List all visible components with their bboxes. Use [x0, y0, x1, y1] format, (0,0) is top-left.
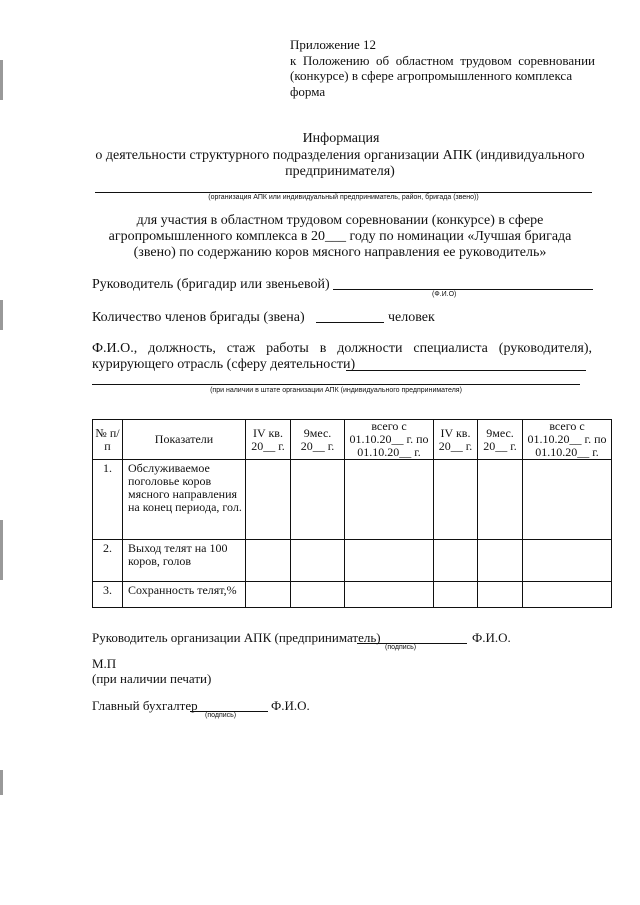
header-q4-a: IV кв. 20__ г. — [246, 420, 291, 460]
header-num: № п/п — [93, 420, 123, 460]
organization-caption: (организация АПК или индивидуальный предприниматель, район, бригада (звено)) — [208, 194, 479, 201]
appendix-form-label: форма — [290, 84, 326, 99]
members-label: Количество членов бригады (звена) — [92, 310, 305, 325]
appendix-line-2: к Положению об областном трудовом соревновании — [290, 53, 595, 68]
accountant-fio: Ф.И.О. — [271, 698, 310, 713]
table-row — [93, 540, 612, 582]
table-cell[interactable] — [523, 540, 612, 582]
scan-edge-mark — [0, 520, 3, 580]
specialist-caption: (при наличии в штате организации АПК (индивидуального предпринимателя) — [210, 387, 462, 394]
table-cell[interactable] — [345, 582, 434, 608]
header-9m-b: 9мес. 20__ г. — [478, 420, 523, 460]
table-cell[interactable] — [523, 582, 612, 608]
scan-edge-mark — [0, 300, 3, 330]
appendix-number: Приложение 12 — [290, 37, 377, 52]
table-cell[interactable] — [345, 540, 434, 582]
participation-line-1: для участия в областном трудовом соревновании (конкурсе) в сфере — [136, 213, 544, 228]
specialist-field-2[interactable] — [92, 384, 580, 385]
indicators-table — [92, 419, 612, 608]
header-total-b: всего с 01.10.20__ г. по 01.10.20__ г. — [523, 420, 612, 460]
table-cell[interactable] — [291, 582, 345, 608]
table-cell[interactable] — [478, 540, 523, 582]
document-subtitle-line-2: предпринимателя) — [285, 164, 395, 179]
members-count-field[interactable] — [316, 322, 384, 323]
table-cell[interactable] — [246, 582, 291, 608]
stamp-note: (при наличии печати) — [92, 671, 212, 686]
specialist-line-2: курирующего отрасль (сферу деятельности) — [92, 357, 356, 372]
row-num: 3. — [93, 582, 123, 608]
specialist-field-1[interactable] — [346, 370, 586, 371]
header-9m-a: 9мес. 20__ г. — [291, 420, 345, 460]
row-indicator: Выход телят на 100 коров, голов — [123, 540, 246, 582]
header-q4-b: IV кв. 20__ г. — [434, 420, 478, 460]
head-signature-caption: (подпись) — [385, 644, 417, 651]
table-header-row — [93, 420, 612, 460]
leader-fio-caption: (Ф.И.О) — [432, 291, 457, 298]
accountant-label: Главный бухгалтер — [92, 698, 198, 713]
table-row — [93, 582, 612, 608]
scan-edge-mark — [0, 770, 3, 795]
scan-edge-mark — [0, 60, 3, 100]
document-title: Информация — [302, 131, 380, 146]
row-num: 1. — [93, 460, 123, 540]
table-cell[interactable] — [523, 460, 612, 540]
organization-blank-line[interactable] — [95, 192, 592, 193]
stamp-label: М.П — [92, 656, 117, 671]
leader-label: Руководитель (бригадир или звеньевой) — [92, 277, 330, 292]
table-cell[interactable] — [434, 460, 478, 540]
table-cell[interactable] — [478, 582, 523, 608]
leader-fio-field[interactable] — [333, 289, 593, 290]
table-cell[interactable] — [246, 540, 291, 582]
appendix-line-3: (конкурсе) в сфере агропромышленного комплекса — [290, 68, 573, 83]
row-indicator: Сохранность телят,% — [123, 582, 246, 608]
row-indicator: Обслуживаемое поголовье коров мясного направления на конец периода, гол. — [123, 460, 246, 540]
table-cell[interactable] — [291, 460, 345, 540]
participation-line-3: (звено) по содержанию коров мясного направления ее руководитель» — [133, 245, 547, 260]
accountant-signature-caption: (подпись) — [205, 712, 237, 719]
table-cell[interactable] — [345, 460, 434, 540]
head-fio: Ф.И.О. — [472, 630, 511, 645]
head-label: Руководитель организации АПК (предприниматель) — [92, 630, 381, 645]
table-cell[interactable] — [246, 460, 291, 540]
table-cell[interactable] — [434, 582, 478, 608]
header-total-a: всего с 01.10.20__ г. по 01.10.20__ г. — [345, 420, 434, 460]
specialist-line-1: Ф.И.О., должность, стаж работы в должности специалиста (руководителя), — [92, 341, 592, 356]
document-subtitle-line-1: о деятельности структурного подразделения организации АПК (индивидуального — [95, 148, 585, 163]
members-suffix: человек — [388, 310, 435, 325]
participation-line-2: агропромышленного комплекса в 20___ году по номинации «Лучшая бригада — [108, 229, 572, 244]
table-row — [93, 460, 612, 540]
table-cell[interactable] — [434, 540, 478, 582]
row-num: 2. — [93, 540, 123, 582]
header-indicators: Показатели — [123, 420, 246, 460]
table-cell[interactable] — [291, 540, 345, 582]
table-cell[interactable] — [478, 460, 523, 540]
